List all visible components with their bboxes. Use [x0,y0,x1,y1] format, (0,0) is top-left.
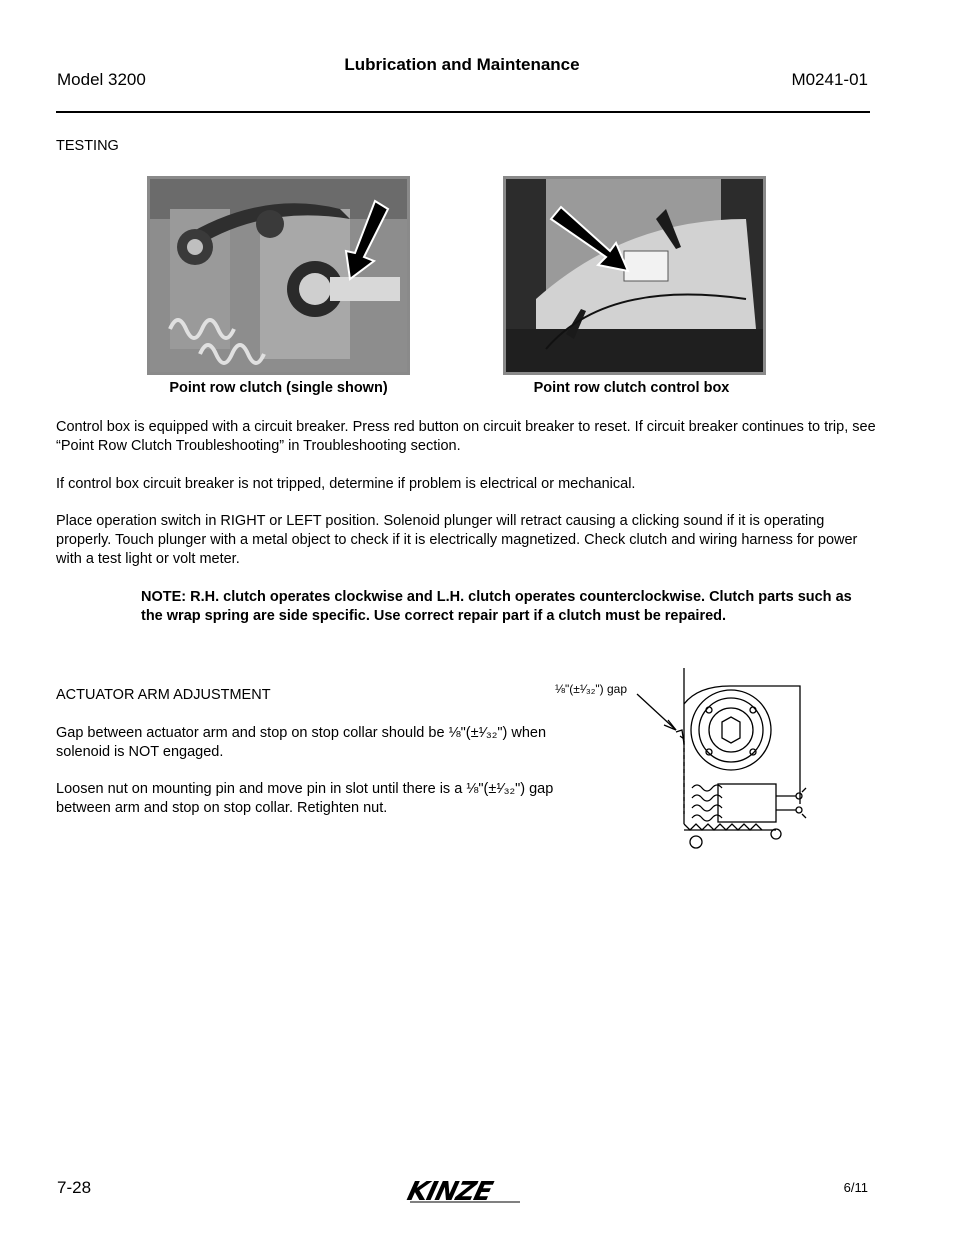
header-section-title: Lubrication and Maintenance [344,55,580,74]
header-doc-number: M0241-01 [791,70,868,89]
kinze-logo-text: KINZE [404,1176,496,1206]
actuator-arm-diagram [600,664,830,864]
clutch-photo-caption: Point row clutch (single shown) [169,380,388,396]
control-box-photo-caption: Point row clutch control box [533,380,730,396]
testing-paragraph-3: Place operation switch in RIGHT or LEFT position. Solenoid plunger will retract causing a clicking sound if it is operating properly. Touch plunger with a metal object to check if it is electrically magnetized. Check clutch and wiring harness for power with a test light or volt meter. [56,513,858,567]
page-number: 7-28 [57,1178,92,1197]
header-model: Model 3200 [57,70,146,89]
testing-heading: TESTING [56,138,119,154]
actuator-heading: ACTUATOR ARM ADJUSTMENT [56,687,271,703]
testing-paragraph-1: Control box is equipped with a circuit breaker. Press red button on circuit breaker to reset. If circuit breaker continues to trip, see “Point Row Clutch Troubleshooting” in Troubleshooting section. [56,419,876,454]
actuator-paragraph-1: Gap between actuator arm and stop on stop collar should be ⅛"(±¹⁄₃₂") when solenoid is NOT engaged. [56,725,547,760]
header-divider [56,111,870,113]
clutch-note: NOTE: R.H. clutch operates clockwise and L.H. clutch operates counterclockwise. Clutch parts such as the wrap spring are side specific. Use correct repair part if a clutch must be repaired. [141,589,852,624]
actuator-paragraph-2: Loosen nut on mounting pin and move pin in slot until there is a ⅛"(±¹⁄₃₂") gap between arm and stop on stop collar. Retighten nut. [56,781,554,816]
revision-date: 6/11 [843,1180,868,1195]
control-box-photo [503,176,766,375]
kinze-logo [404,1176,524,1211]
testing-paragraph-2: If control box circuit breaker is not tripped, determine if problem is electrical or mechanical. [56,476,636,492]
gap-callout-label: ⅛"(±¹⁄₃₂") gap [555,682,628,696]
clutch-photo [147,176,410,375]
